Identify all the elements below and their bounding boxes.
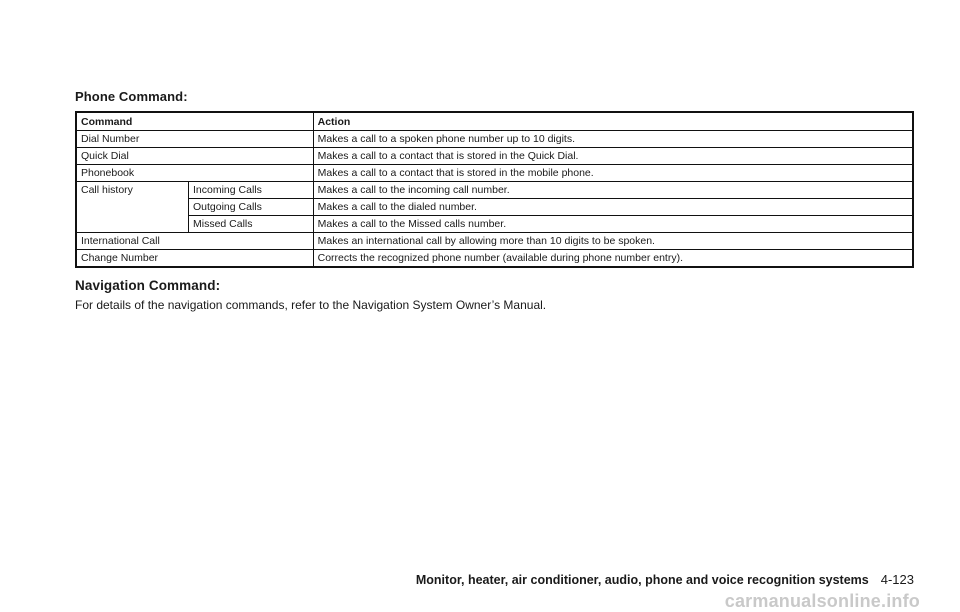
table-row — [76, 182, 913, 199]
table-header-row — [76, 112, 913, 131]
action-cell: Makes a call to a spoken phone number up to 10 digits. — [313, 131, 913, 148]
page-number: 4-123 — [880, 572, 914, 587]
table-row — [76, 131, 913, 148]
table-row — [76, 148, 913, 165]
command-cell: Call history — [76, 182, 189, 233]
action-cell: Makes a call to the Missed calls number. — [313, 216, 913, 233]
table-row — [76, 199, 913, 216]
action-cell: Makes a call to a contact that is stored in the Quick Dial. — [313, 148, 913, 165]
sub-command-cell: Missed Calls — [189, 216, 314, 233]
command-cell: Dial Number — [76, 131, 313, 148]
action-cell: Makes an international call by allowing more than 10 digits to be spoken. — [313, 233, 913, 250]
command-cell: Phonebook — [76, 165, 313, 182]
action-cell: Makes a call to the incoming call number. — [313, 182, 913, 199]
action-cell: Makes a call to a contact that is stored in the mobile phone. — [313, 165, 913, 182]
table-row — [76, 250, 913, 268]
page-footer — [416, 572, 914, 587]
table-row — [76, 216, 913, 233]
sub-command-cell: Outgoing Calls — [189, 199, 314, 216]
table-row — [76, 233, 913, 250]
phone-command-table — [75, 111, 914, 268]
sub-command-cell: Incoming Calls — [189, 182, 314, 199]
command-cell: Change Number — [76, 250, 313, 268]
command-cell: International Call — [76, 233, 313, 250]
command-cell: Quick Dial — [76, 148, 313, 165]
navigation-command-text: For details of the navigation commands, refer to the Navigation System Owner’s Manual. — [75, 298, 547, 312]
action-cell: Corrects the recognized phone number (available during phone number entry). — [313, 250, 913, 268]
column-header-action: Action — [313, 112, 913, 131]
watermark: carmanualsonline.info — [724, 591, 920, 611]
action-cell: Makes a call to the dialed number. — [313, 199, 913, 216]
table-row — [76, 165, 913, 182]
navigation-command-heading: Navigation Command: — [75, 278, 221, 293]
footer-chapter-title: Monitor, heater, air conditioner, audio, phone and voice recognition systems — [415, 573, 869, 587]
phone-command-heading: Phone Command: — [75, 89, 188, 104]
column-header-command: Command — [76, 112, 313, 131]
